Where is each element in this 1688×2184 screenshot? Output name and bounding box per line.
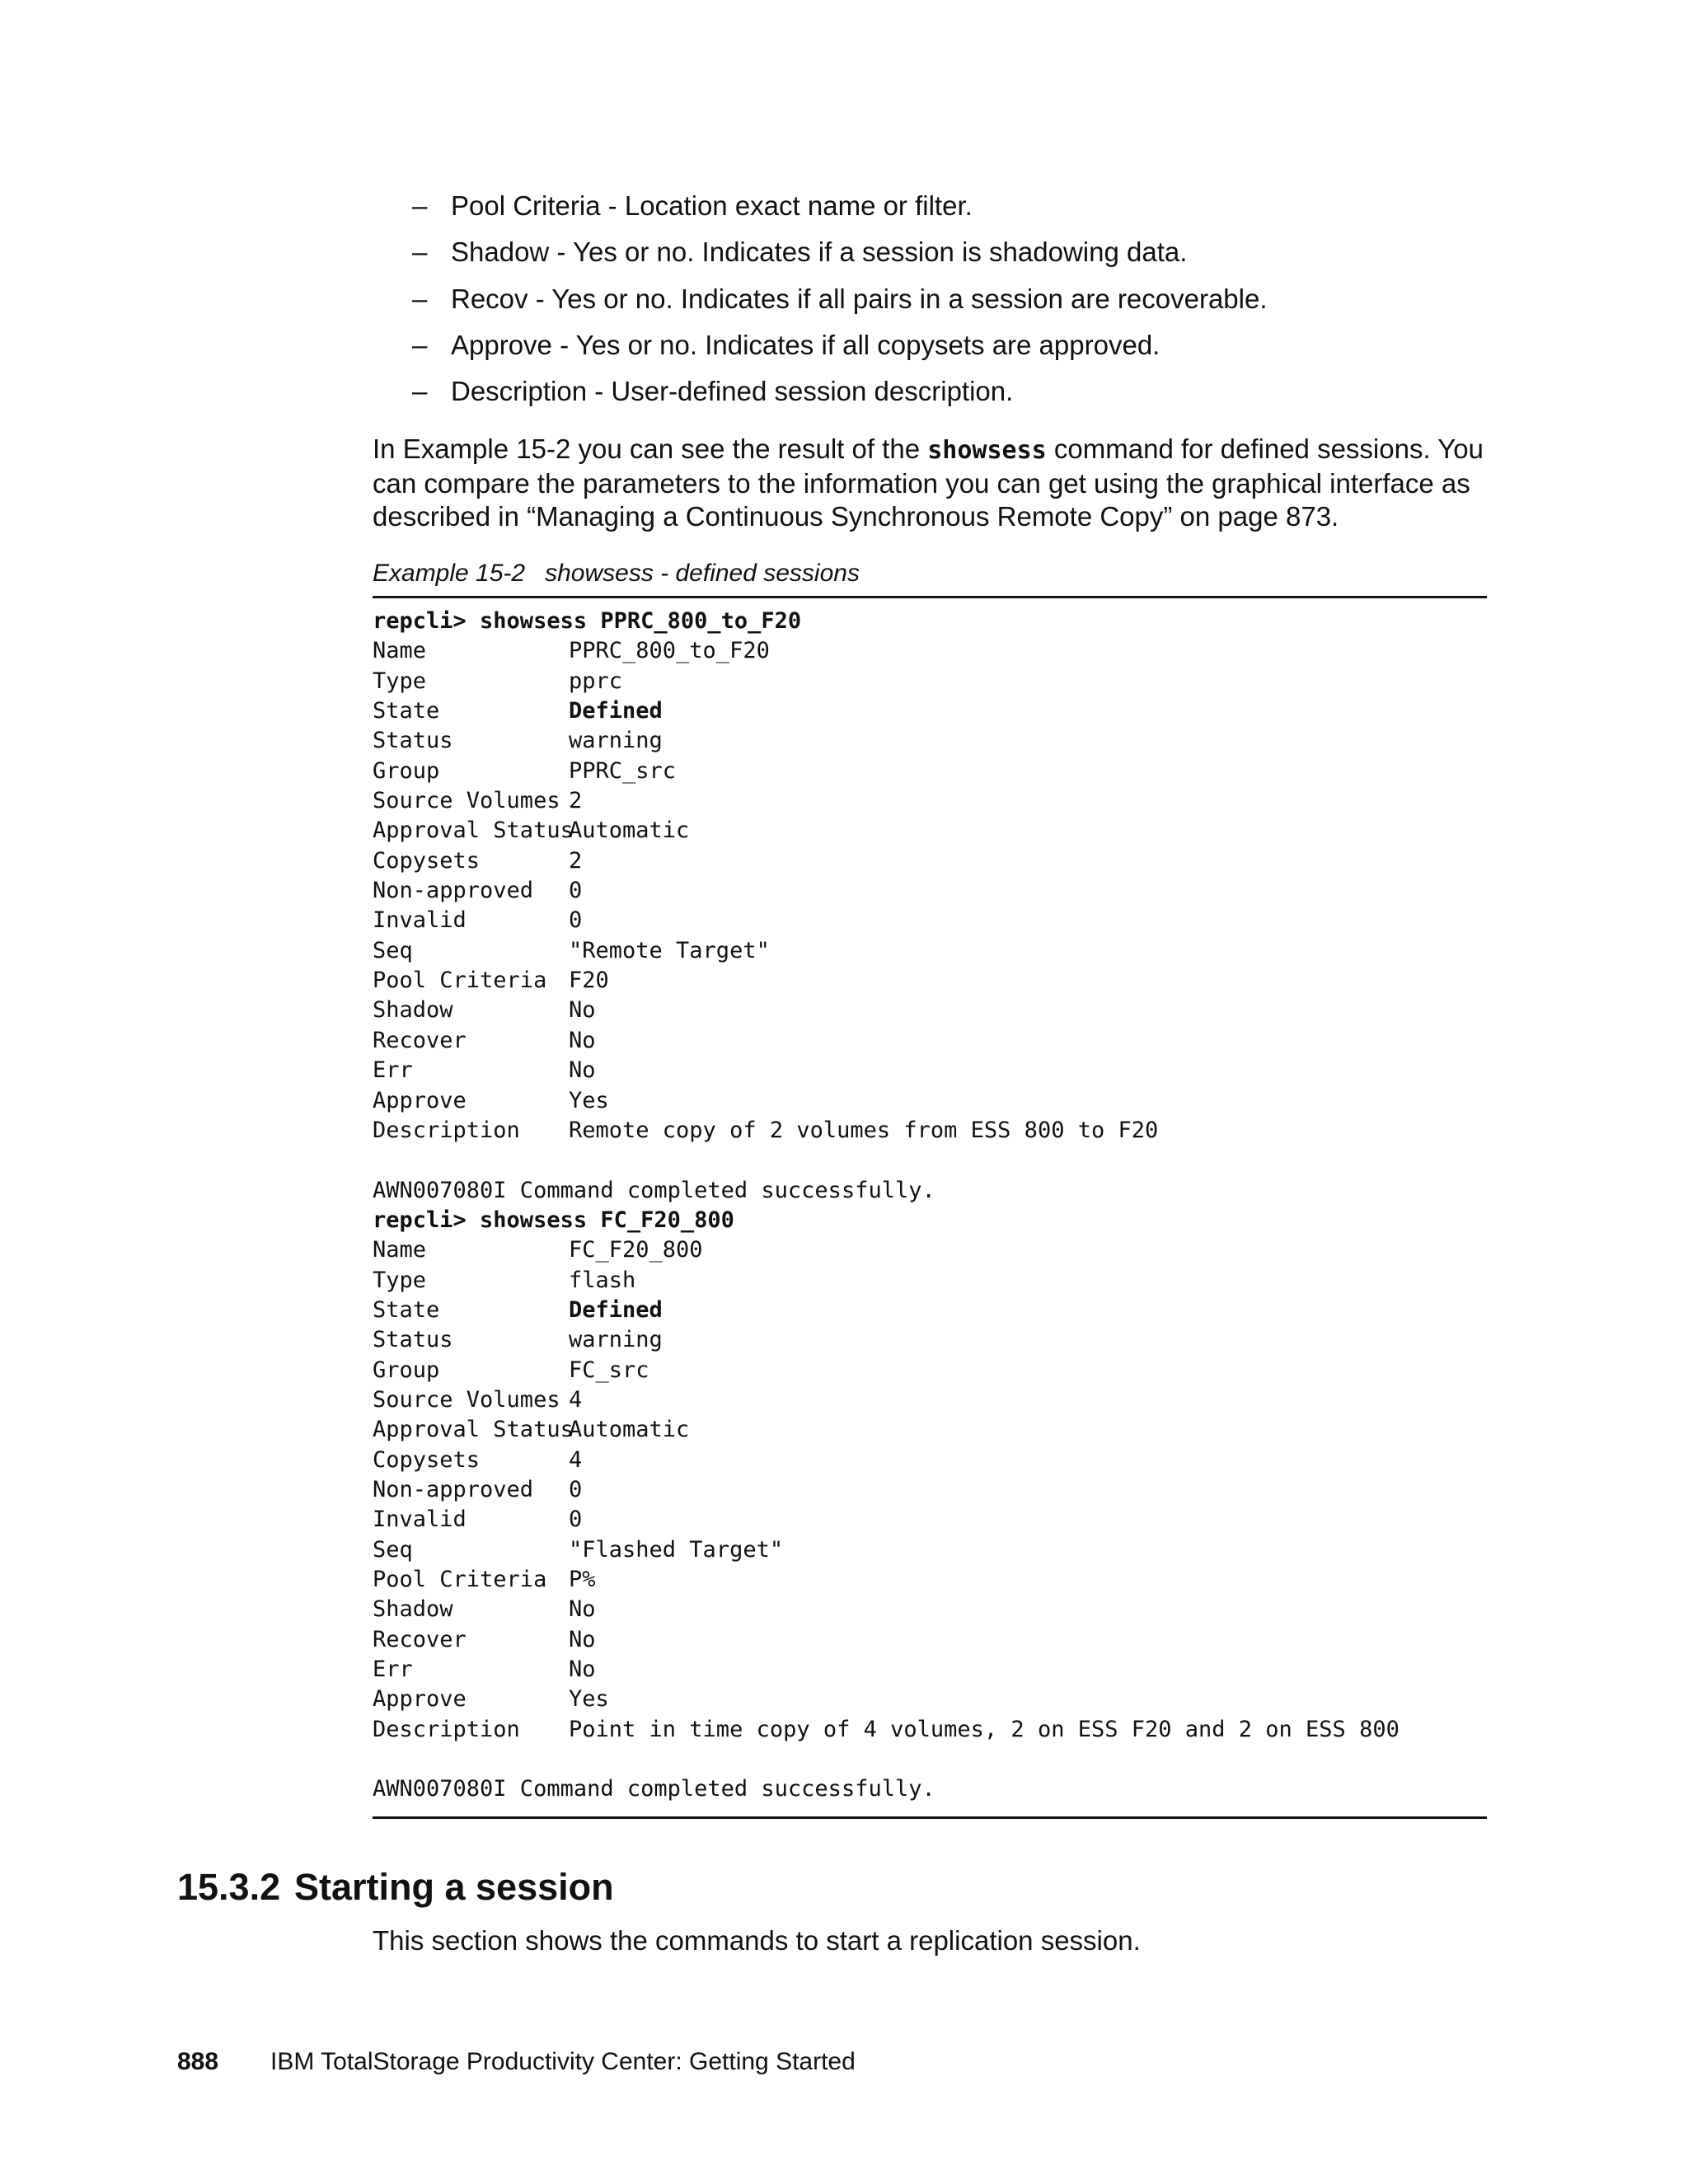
section-number: 15.3.2 <box>177 1866 281 1908</box>
attribute-value: F20 <box>569 968 609 994</box>
session-attribute-row <box>373 636 1487 666</box>
bullet-item <box>412 375 1566 421</box>
session-attribute-row <box>373 846 1487 876</box>
attribute-value: pprc <box>569 668 623 694</box>
attribute-key: Approval Status <box>373 818 574 844</box>
attribute-value: FC_F20_800 <box>569 1237 703 1263</box>
attribute-key: Name <box>373 638 427 664</box>
attribute-key: Pool Criteria <box>373 968 547 994</box>
attribute-key: Approve <box>373 1686 467 1713</box>
attribute-key: Pool Criteria <box>373 1567 547 1592</box>
attribute-key: Recover <box>373 1626 467 1652</box>
bullet-item <box>412 236 1566 282</box>
attribute-key: Copysets <box>373 1446 481 1473</box>
attribute-key: Recover <box>373 1027 467 1053</box>
attribute-value: No <box>569 1657 596 1683</box>
attribute-key: Non-approved <box>373 878 534 904</box>
section-heading <box>177 1864 614 1910</box>
session-attribute-row <box>373 996 1487 1025</box>
attribute-key: Status <box>373 1327 453 1353</box>
attribute-value: No <box>569 1027 596 1053</box>
command-text: repcli> showsess FC_F20_800 <box>373 1207 734 1233</box>
attribute-value: PPRC_src <box>569 757 677 784</box>
bullet-text: Shadow - Yes or no. Indicates if a session is shadowing data. <box>451 237 1188 268</box>
attribute-key: Invalid <box>373 907 467 934</box>
attribute-key: Non-approved <box>373 1476 534 1502</box>
command-line <box>373 607 1487 636</box>
example-title: showsess - defined sessions <box>545 560 860 587</box>
session-attribute-row <box>373 1475 1487 1505</box>
attribute-value: No <box>569 997 596 1024</box>
bullet-dash: – <box>412 376 428 407</box>
session-attribute-row <box>373 726 1487 756</box>
attribute-value: Remote copy of 2 volumes from ESS 800 to F20 <box>569 1117 1159 1143</box>
session-attribute-row <box>373 1415 1487 1445</box>
attribute-key: Source Volumes <box>373 1386 560 1413</box>
session-attribute-row <box>373 816 1487 846</box>
example-top-rule <box>373 596 1487 598</box>
attribute-key: Err <box>373 1657 413 1683</box>
intro-paragraph <box>373 433 1493 533</box>
bullet-item <box>412 329 1566 375</box>
code-listing <box>373 607 1487 1805</box>
session-attribute-row <box>373 1655 1487 1685</box>
session-attribute-row <box>373 1385 1487 1415</box>
attribute-value: 0 <box>569 1476 583 1502</box>
bullet-item <box>412 283 1566 329</box>
attribute-value: No <box>569 1596 596 1623</box>
attribute-value: No <box>569 1626 596 1652</box>
bullet-dash: – <box>412 190 428 221</box>
session-attribute-row <box>373 1535 1487 1565</box>
bullet-text: Pool Criteria - Location exact name or filter. <box>451 190 973 221</box>
attribute-key: Invalid <box>373 1507 467 1533</box>
attribute-key: Type <box>373 668 427 694</box>
command-line <box>373 1206 1487 1235</box>
attribute-value: Yes <box>569 1087 609 1113</box>
session-attribute-row <box>373 1625 1487 1655</box>
attribute-key: Description <box>373 1716 520 1742</box>
example-label: Example 15-2 <box>373 560 526 587</box>
attribute-value: 0 <box>569 878 583 904</box>
session-attribute-row <box>373 906 1487 935</box>
command-text: repcli> showsess PPRC_800_to_F20 <box>373 608 802 634</box>
attribute-value: Defined <box>569 698 663 724</box>
attribute-value: No <box>569 1057 596 1084</box>
attribute-value: 4 <box>569 1386 583 1413</box>
attribute-value: warning <box>569 1327 663 1353</box>
attribute-key: Group <box>373 757 440 784</box>
attribute-key: Err <box>373 1057 413 1084</box>
attribute-key: Name <box>373 1237 427 1263</box>
attribute-key: Approval Status <box>373 1417 574 1443</box>
session-attribute-row <box>373 1715 1487 1745</box>
session-attribute-row <box>373 1565 1487 1595</box>
attribute-value: 0 <box>569 1507 583 1533</box>
session-attribute-row <box>373 757 1487 786</box>
bullet-dash: – <box>412 329 428 360</box>
status-message: AWN007080I Command completed successfully. <box>373 1776 935 1802</box>
parameter-bullet-list <box>412 190 1566 421</box>
attribute-key: Copysets <box>373 847 481 874</box>
session-attribute-row <box>373 1056 1487 1085</box>
bullet-text: Description - User-defined session description. <box>451 376 1014 407</box>
bullet-dash: – <box>412 237 428 268</box>
session-attribute-row <box>373 696 1487 726</box>
attribute-value: 2 <box>569 847 583 874</box>
session-attribute-row <box>373 1296 1487 1325</box>
blank-line <box>373 1146 1487 1175</box>
session-attribute-row <box>373 1026 1487 1056</box>
attribute-value: PPRC_800_to_F20 <box>569 638 770 664</box>
attribute-value: Automatic <box>569 1417 690 1443</box>
status-message: AWN007080I Command completed successfully. <box>373 1177 935 1203</box>
attribute-value: "Remote Target" <box>569 937 770 963</box>
paragraph-text-before: In Example 15-2 you can see the result of the <box>373 434 928 464</box>
attribute-key: Shadow <box>373 997 453 1024</box>
attribute-value: Yes <box>569 1686 609 1713</box>
session-attribute-row <box>373 667 1487 696</box>
paragraph-text-after: command for defined sessions. You can compare the parameters to the information you can get using the graphical interface as described in “Managing a Continuous Synchronous Remote Copy” on page 873. <box>373 434 1484 532</box>
attribute-key: Status <box>373 728 453 754</box>
session-attribute-row <box>373 1446 1487 1475</box>
section-title: Starting a session <box>294 1866 614 1908</box>
attribute-key: Source Volumes <box>373 788 560 814</box>
blank-line <box>373 1745 1487 1774</box>
bullet-dash: – <box>412 283 428 314</box>
attribute-key: Approve <box>373 1087 467 1113</box>
attribute-key: Group <box>373 1357 440 1383</box>
session-attribute-row <box>373 966 1487 996</box>
attribute-key: Type <box>373 1267 427 1293</box>
session-attribute-row <box>373 1325 1487 1355</box>
session-attribute-row <box>373 936 1487 966</box>
attribute-key: Shadow <box>373 1596 453 1623</box>
session-attribute-row <box>373 876 1487 906</box>
bullet-item <box>412 190 1566 236</box>
bullet-text: Recov - Yes or no. Indicates if all pairs in a session are recoverable. <box>451 283 1268 314</box>
attribute-value: 0 <box>569 907 583 934</box>
attribute-value: "Flashed Target" <box>569 1536 784 1563</box>
page-number: 888 <box>177 2048 219 2075</box>
attribute-key: Description <box>373 1117 520 1143</box>
attribute-value: Automatic <box>569 818 690 844</box>
attribute-value: Point in time copy of 4 volumes, 2 on ESS F20 and 2 on ESS 800 <box>569 1716 1400 1742</box>
bullet-text: Approve - Yes or no. Indicates if all copysets are approved. <box>451 329 1160 360</box>
status-message-line <box>373 1774 1487 1804</box>
attribute-value: 2 <box>569 788 583 814</box>
attribute-key: State <box>373 698 440 724</box>
session-attribute-row <box>373 786 1487 816</box>
inline-command: showsess <box>927 436 1047 465</box>
example-bottom-rule <box>373 1816 1487 1819</box>
session-attribute-row <box>373 1505 1487 1535</box>
attribute-value: P% <box>569 1567 596 1592</box>
session-attribute-row <box>373 1356 1487 1385</box>
attribute-value: Defined <box>569 1296 663 1323</box>
section-body: This section shows the commands to start a replication session. <box>373 1925 1141 1956</box>
page-footer <box>177 2046 856 2079</box>
attribute-value: flash <box>569 1267 636 1293</box>
session-attribute-row <box>373 1595 1487 1624</box>
book-title: IBM TotalStorage Productivity Center: Getting Started <box>270 2048 856 2075</box>
attribute-key: State <box>373 1296 440 1323</box>
session-attribute-row <box>373 1266 1487 1296</box>
example-caption <box>373 557 860 590</box>
attribute-value: FC_src <box>569 1357 649 1383</box>
session-attribute-row <box>373 1685 1487 1714</box>
attribute-key: Seq <box>373 937 413 963</box>
attribute-value: warning <box>569 728 663 754</box>
attribute-key: Seq <box>373 1536 413 1563</box>
status-message-line <box>373 1176 1487 1206</box>
attribute-value: 4 <box>569 1446 583 1473</box>
session-attribute-row <box>373 1086 1487 1116</box>
session-attribute-row <box>373 1235 1487 1265</box>
session-attribute-row <box>373 1116 1487 1146</box>
